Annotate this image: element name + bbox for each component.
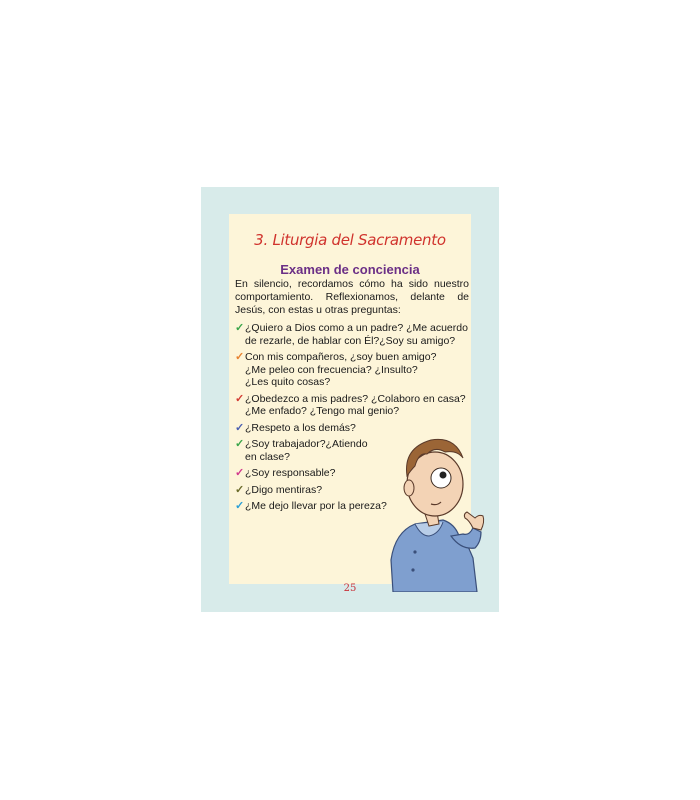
list-item: ✓ ¿Soy responsable? <box>235 467 336 479</box>
check-icon: ✓ <box>235 392 245 405</box>
check-icon: ✓ <box>235 438 245 450</box>
check-icon: ✓ <box>235 483 245 496</box>
subtitle: Examen de conciencia <box>280 262 420 277</box>
check-icon: ✓ <box>235 500 245 512</box>
check-icon: ✓ <box>235 322 245 334</box>
list-item: ✓ ¿Quiero a Dios como a un padre? ¿Me acuerdo de rezarle, de hablar con Él?¿Soy su amigo? <box>235 322 468 347</box>
page-number: 25 <box>343 583 357 594</box>
list-item: ✓ ¿Me dejo llevar por la pereza? <box>235 500 387 512</box>
check-icon: ✓ <box>235 421 245 434</box>
list-item: ✓ Con mis compañeros, ¿soy buen amigo? ¿Me peleo con frecuencia? ¿Insulto? ¿Les quito cosas? <box>235 351 437 388</box>
list-item: ✓ ¿Respeto a los demás? <box>235 421 356 434</box>
check-icon: ✓ <box>235 467 245 479</box>
list-item: ✓ ¿Digo mentiras? <box>235 483 323 496</box>
section-title: 3. Liturgia del Sacramento <box>254 231 446 249</box>
list-item: ✓ ¿Soy trabajador?¿Atiendo en clase? <box>235 438 368 463</box>
intro-paragraph: En silencio, recordamos cómo ha sido nuestro comportamiento. Reflexionamos, delante de Jesús, con estas u otras preguntas: <box>235 278 469 316</box>
list-item: ✓ ¿Obedezco a mis padres? ¿Colaboro en casa? ¿Me enfado? ¿Tengo mal genio? <box>235 392 466 417</box>
thinking-boy-illustration <box>385 432 495 592</box>
check-icon: ✓ <box>235 351 245 363</box>
